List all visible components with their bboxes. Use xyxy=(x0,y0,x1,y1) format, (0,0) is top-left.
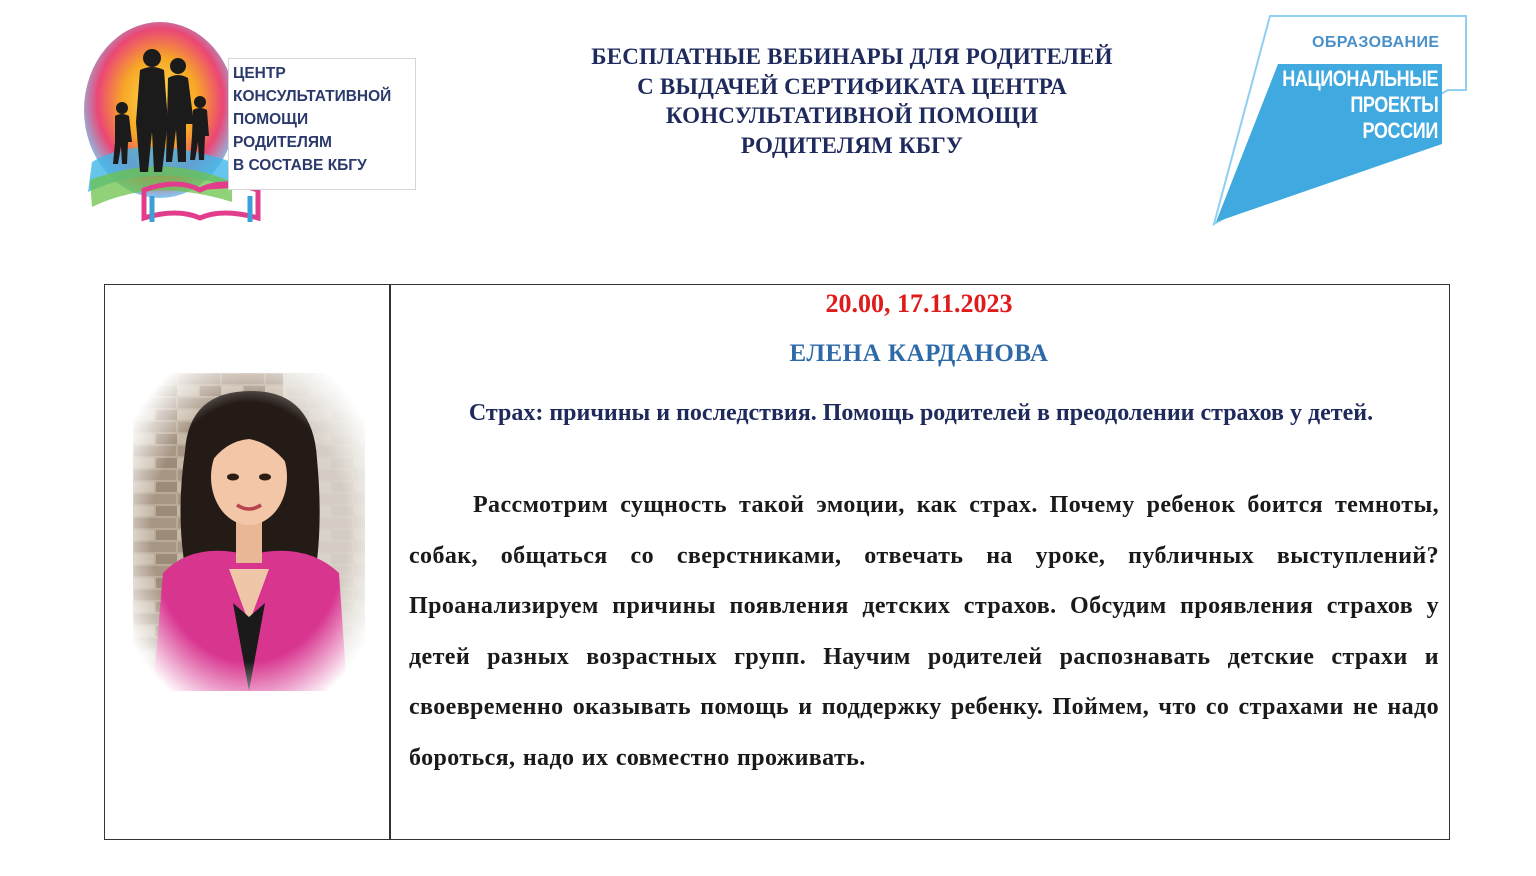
speaker-portrait-icon xyxy=(133,373,365,691)
title-line: БЕСПЛАТНЫЕ ВЕБИНАРЫ ДЛЯ РОДИТЕЛЕЙ xyxy=(591,44,1113,69)
logo-education-label: ОБРАЗОВАНИЕ xyxy=(1312,34,1440,51)
center-logo xyxy=(82,12,418,230)
webinar-description: Рассмотрим сущность такой эмоции, как страх. Почему ребенок боится темноты, собак, общаться со сверстниками, отвечать на уроке, публичных выступлений? Проанализируем причины появления детских страхов. Обсудим проявления страхов у детей разных возрастных групп. Научим родителей распознавать детские страхи и своевременно оказывать помощь и поддержку ребенку. Поймем, что со страхами не надо бороться, надо их совместно проживать. xyxy=(409,492,1439,771)
center-logo-text xyxy=(228,58,416,190)
logo-line: РОДИТЕЛЯМ xyxy=(233,134,332,151)
title-line: КОНСУЛЬТАТИВНОЙ ПОМОЩИ xyxy=(665,103,1039,128)
webinar-card xyxy=(104,284,1450,840)
logo-line: НАЦИОНАЛЬНЫЕ xyxy=(1282,66,1438,91)
logo-line: КОНСУЛЬТАТИВНОЙ xyxy=(233,88,392,105)
logo-line: В СОСТАВЕ КБГУ xyxy=(233,157,367,174)
logo-line: ПРОЕКТЫ xyxy=(1349,92,1438,117)
webinar-datetime: 20.00, 17.11.2023 xyxy=(825,289,1013,318)
speaker-name: ЕЛЕНА КАРДАНОВА xyxy=(789,340,1049,367)
column-divider xyxy=(389,285,391,839)
logo-line: ПОМОЩИ xyxy=(233,111,309,128)
webinar-topic: Страх: причины и последствия. Помощь родителей в преодолении страхов у детей. xyxy=(468,400,1374,426)
national-projects-logo xyxy=(1208,14,1468,226)
logo-line: РОССИИ xyxy=(1362,118,1438,143)
speaker-photo xyxy=(133,373,365,691)
title-line: С ВЫДАЧЕЙ СЕРТИФИКАТА ЦЕНТРА xyxy=(637,73,1067,99)
title-line: РОДИТЕЛЯМ КБГУ xyxy=(740,132,964,158)
page-title xyxy=(520,42,1184,160)
logo-line: ЦЕНТР xyxy=(233,65,286,82)
